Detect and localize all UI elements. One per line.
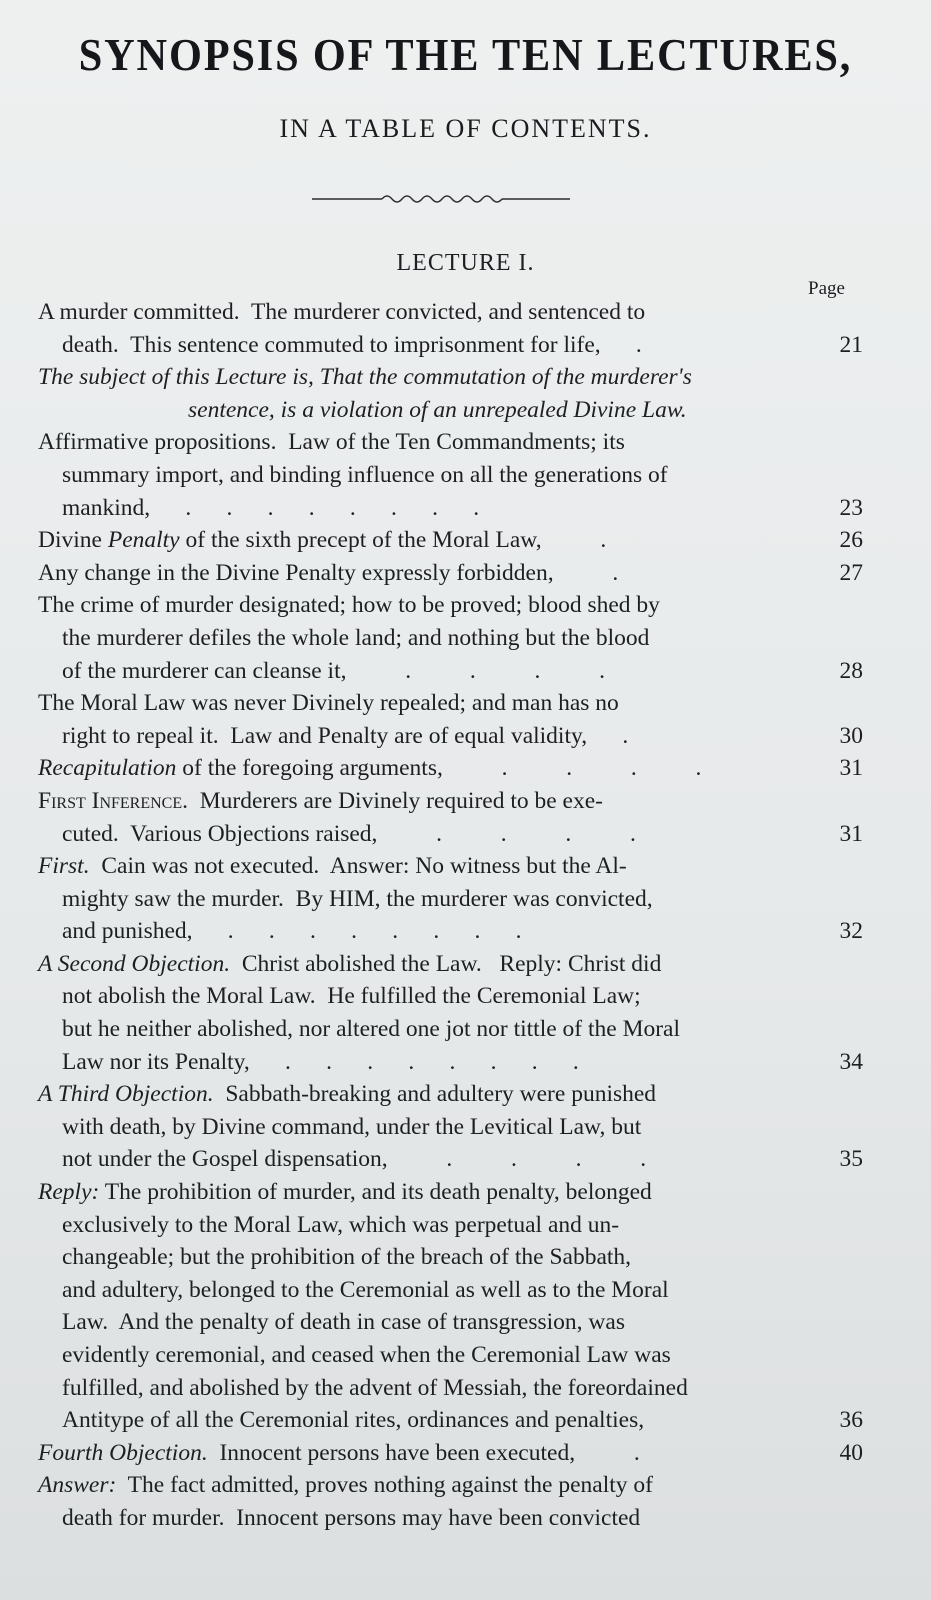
ornamental-rule-icon	[312, 190, 570, 206]
toc-entry	[38, 850, 863, 948]
toc-entry	[38, 426, 863, 524]
toc-entry	[38, 1469, 863, 1534]
toc-entry-line	[38, 687, 863, 720]
page-number: 35	[839, 1146, 863, 1173]
entry-text: and punished, . . . . . . . .	[62, 918, 522, 945]
toc-entry-line	[38, 459, 863, 492]
toc-entry-line	[38, 394, 863, 427]
toc-entry-line	[38, 1372, 863, 1405]
entry-text: evidently ceremonial, and ceased when the Ceremonial Law was	[62, 1342, 671, 1368]
toc-entry-line	[38, 361, 863, 394]
toc-entry-line	[38, 1404, 863, 1437]
toc-entry	[38, 361, 863, 426]
entry-lead: Divine	[38, 527, 108, 554]
entry-emphasis: A Third Objection.	[38, 1081, 214, 1108]
table-of-contents	[38, 296, 863, 1535]
toc-entry-line	[38, 655, 863, 688]
entry-text: Sabbath-breaking and adultery were punished	[213, 1081, 657, 1108]
toc-entry-line	[38, 492, 863, 525]
page-number: 36	[839, 1407, 863, 1434]
entry-text: of the sixth precept of the Moral Law, .	[179, 527, 607, 554]
toc-entry-line	[38, 915, 863, 948]
toc-entry	[38, 1078, 863, 1176]
entry-text: Innocent persons have been executed, .	[207, 1439, 640, 1466]
toc-entry-line	[38, 1241, 863, 1274]
entry-text: right to repeal it. Law and Penalty are of equal validity, .	[62, 722, 629, 749]
toc-entry-line	[38, 1306, 863, 1339]
toc-entry-line	[38, 818, 863, 851]
entry-emphasis: Reply:	[38, 1179, 100, 1206]
page-number: 30	[839, 722, 863, 749]
entry-text: Murderers are Divinely required to be exe-	[188, 787, 603, 814]
entry-text: of the murderer can cleanse it, . . . .	[62, 657, 605, 684]
page-subtitle: IN A TABLE OF CONTENTS.	[279, 114, 652, 143]
entry-emphasis: Penalty	[107, 527, 180, 554]
entry-text: The fact admitted, proves nothing against the penalty of	[116, 1472, 653, 1499]
toc-entry-line	[38, 948, 863, 981]
entry-text: Affirmative propositions. Law of the Ten Commandments; its	[38, 429, 625, 456]
lecture-heading: LECTURE I.	[396, 250, 535, 276]
entry-text: mighty saw the murder. By HIM, the murderer was convicted,	[62, 885, 653, 912]
toc-entry	[38, 1176, 863, 1437]
toc-entry-line	[38, 850, 863, 883]
toc-entry-line	[38, 980, 863, 1013]
entry-text: The crime of murder designated; how to be proved; blood shed by	[38, 592, 660, 619]
page-number: 31	[839, 820, 863, 847]
entry-text: the murderer defiles the whole land; and nothing but the blood	[62, 624, 650, 651]
toc-entry-line	[38, 557, 863, 590]
toc-entry	[38, 687, 863, 752]
toc-entry	[38, 752, 863, 785]
toc-entry-line	[38, 296, 863, 329]
toc-entry-line	[38, 1078, 863, 1111]
entry-text: with death, by Divine command, under the Levitical Law, but	[62, 1113, 642, 1140]
entry-text: but he neither abolished, nor altered one jot nor tittle of the Moral	[62, 1016, 680, 1043]
entry-text: exclusively to the Moral Law, which was perpetual and un-	[62, 1211, 620, 1238]
toc-entry	[38, 296, 863, 361]
page-column-label: Page	[808, 278, 845, 299]
entry-text: The subject of this Lecture is, That the commutation of the murderer's	[38, 364, 692, 391]
entry-text: Law. And the penalty of death in case of transgression, was	[62, 1309, 625, 1336]
entry-text: Cain was not executed. Answer: No witness but the Al-	[89, 853, 627, 880]
entry-text: death. This sentence commuted to imprisonment for life, .	[62, 331, 642, 358]
toc-entry-line	[38, 524, 863, 557]
toc-entry	[38, 524, 863, 557]
toc-entry-line	[38, 752, 863, 785]
toc-entry-line	[38, 1111, 863, 1144]
entry-text: sentence, is a violation of an unrepealed Divine Law.	[188, 396, 687, 423]
entry-text: fulfilled, and abolished by the advent of Messiah, the foreordained	[62, 1374, 688, 1401]
page-number: 21	[839, 331, 863, 358]
toc-entry	[38, 1437, 863, 1470]
entry-text: and adultery, belonged to the Ceremonial as well as to the Moral	[62, 1276, 669, 1303]
entry-text: Antitype of all the Ceremonial rites, ordinances and penalties,	[62, 1407, 645, 1434]
toc-entry-line	[38, 1502, 863, 1535]
entry-text: mankind, . . . . . . . .	[62, 494, 480, 521]
entry-text: Christ abolished the Law. Reply: Christ did	[230, 950, 662, 977]
entry-text: death for murder. Innocent persons may have been convicted	[62, 1504, 641, 1531]
toc-entry-line	[38, 1437, 863, 1470]
entry-text: not under the Gospel dispensation, . . . .	[62, 1146, 647, 1173]
toc-entry-line	[38, 1143, 863, 1176]
page-number: 23	[839, 494, 863, 521]
entry-text: A murder committed. The murderer convicted, and sentenced to	[38, 299, 646, 325]
entry-text: summary import, and binding influence on all the generations of	[62, 461, 668, 488]
page-number: 26	[839, 527, 863, 554]
entry-text: cuted. Various Objections raised, . . . .	[62, 820, 636, 847]
toc-entry-line	[38, 1013, 863, 1046]
entry-emphasis: Recapitulation	[38, 755, 177, 782]
page-number: 28	[839, 657, 863, 684]
toc-entry-line	[38, 1469, 863, 1502]
page-number: 32	[839, 918, 863, 945]
toc-entry-line	[38, 720, 863, 753]
entry-text: changeable; but the prohibition of the breach of the Sabbath,	[62, 1244, 632, 1271]
toc-entry-line	[38, 1339, 863, 1372]
entry-emphasis: A Second Objection.	[38, 950, 231, 977]
toc-entry-line	[38, 1274, 863, 1307]
toc-entry-line	[38, 785, 863, 818]
toc-entry-line	[38, 426, 863, 459]
toc-entry-line	[38, 589, 863, 622]
toc-entry	[38, 589, 863, 687]
toc-entry	[38, 785, 863, 850]
entry-text: of the foregoing arguments, . . . .	[176, 755, 702, 782]
page-number: 27	[839, 559, 863, 586]
entry-text: The prohibition of murder, and its death penalty, belonged	[99, 1179, 652, 1206]
page-number: 34	[839, 1048, 863, 1075]
entry-text: not abolish the Moral Law. He fulfilled the Ceremonial Law;	[62, 983, 641, 1010]
entry-emphasis: First.	[38, 853, 90, 880]
toc-entry-line	[38, 329, 863, 362]
toc-entry-line	[38, 1046, 863, 1079]
entry-emphasis: Fourth Objection.	[38, 1439, 208, 1466]
page-title: SYNOPSIS OF THE TEN LECTURES,	[78, 29, 853, 80]
toc-entry-line	[38, 883, 863, 916]
toc-entry-line	[38, 1209, 863, 1242]
toc-entry-line	[38, 1176, 863, 1209]
entry-text: Law nor its Penalty, . . . . . . . .	[62, 1048, 579, 1075]
entry-text: The Moral Law was never Divinely repealed; and man has no	[38, 690, 619, 717]
page-number: 40	[839, 1439, 863, 1466]
toc-entry	[38, 557, 863, 590]
entry-emphasis: Answer:	[38, 1472, 117, 1499]
toc-entry	[38, 948, 863, 1078]
entry-small-caps: First Inference.	[38, 787, 188, 814]
entry-text: Any change in the Divine Penalty expressly forbidden, .	[38, 559, 619, 586]
page-number: 31	[839, 755, 863, 782]
toc-entry-line	[38, 622, 863, 655]
